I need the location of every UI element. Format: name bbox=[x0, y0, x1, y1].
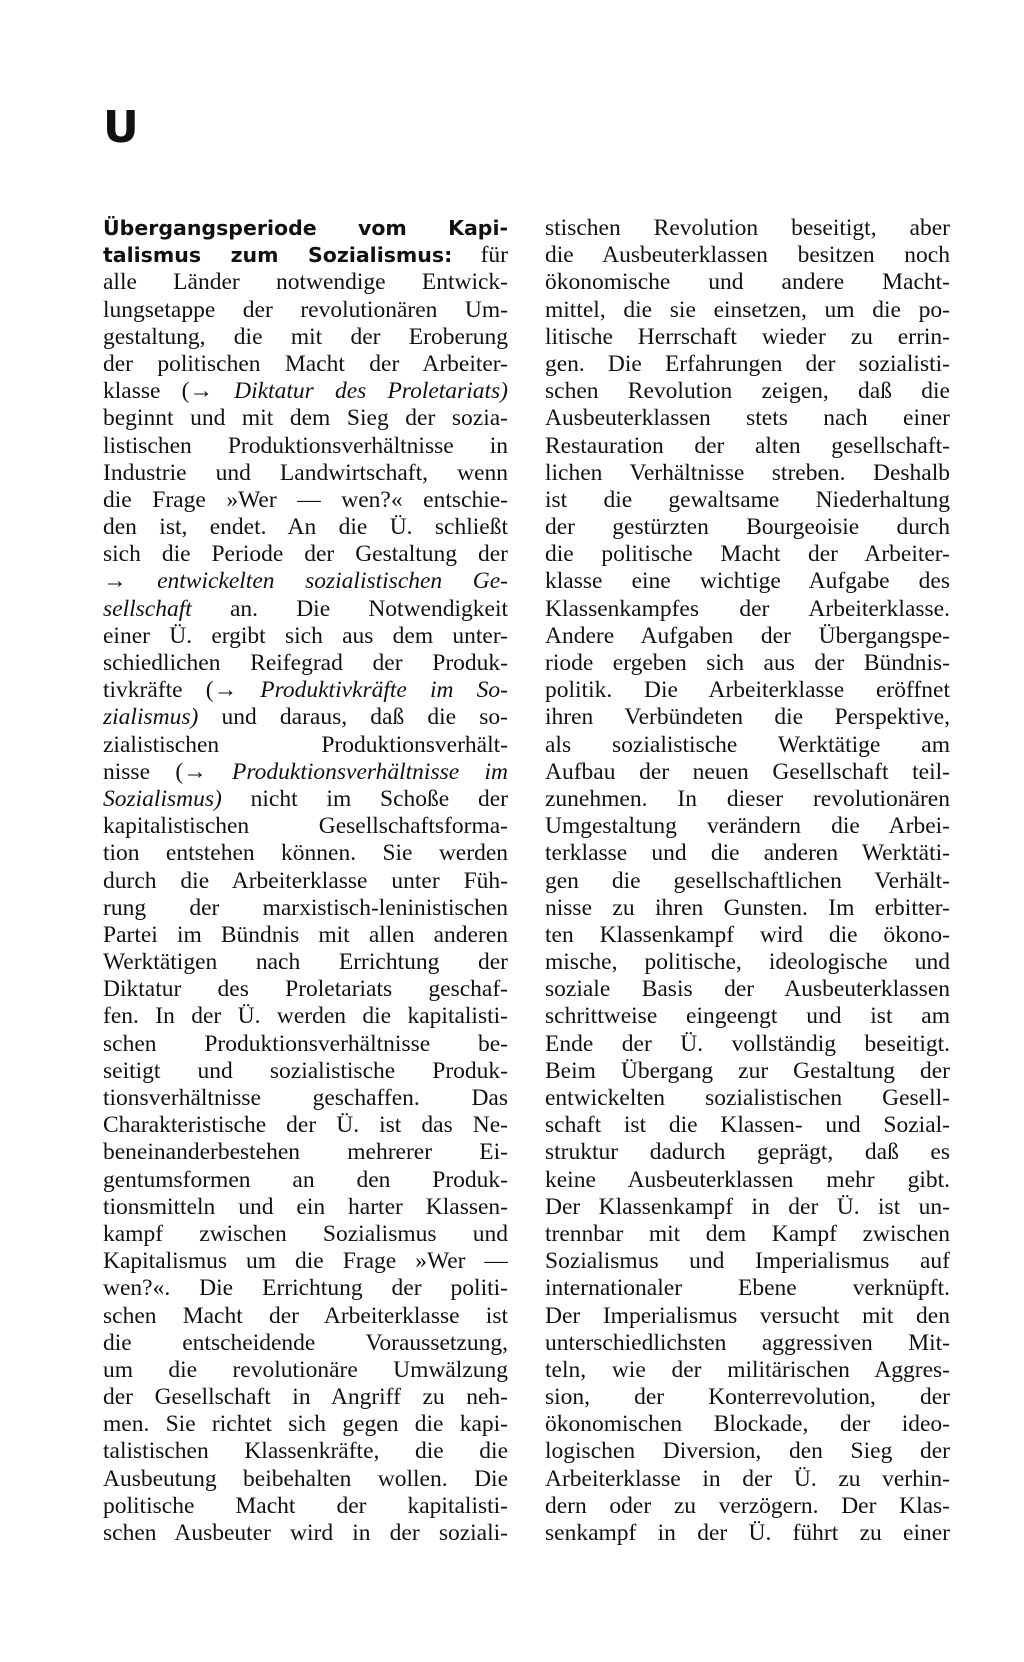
text-line bbox=[545, 487, 950, 514]
text-line bbox=[545, 1003, 950, 1030]
text-line bbox=[103, 1003, 508, 1030]
text-line bbox=[545, 759, 950, 786]
text-line bbox=[545, 1411, 950, 1438]
body-text: Andere Aufgaben der Übergangspe- bbox=[545, 622, 950, 649]
body-text: Diktatur des Proletariats geschaf- bbox=[103, 976, 508, 1003]
body-text: Ende der Ü. vollständig beseitigt. bbox=[545, 1030, 950, 1057]
body-text: Klassenkampfes der Arbeiterklasse. bbox=[545, 595, 950, 622]
text-line bbox=[545, 1384, 950, 1411]
body-text: Ausbeuterklassen stets nach einer bbox=[545, 405, 950, 432]
text-line bbox=[103, 1330, 508, 1357]
text-line bbox=[545, 242, 950, 269]
body-text: schen Produktionsverhältnisse be- bbox=[103, 1030, 508, 1057]
text-line bbox=[545, 215, 950, 242]
body-text: Der Klassenkampf in der Ü. ist un- bbox=[545, 1193, 950, 1220]
body-text: als sozialistische Werktätige am bbox=[545, 731, 950, 758]
body-text: tionsverhältnisse geschaffen. Das bbox=[103, 1085, 508, 1111]
text-line bbox=[103, 1031, 508, 1058]
text-line bbox=[103, 596, 508, 623]
cross-reference: zialismus) bbox=[103, 704, 199, 731]
body-text: der gestürzten Bourgeoisie durch bbox=[545, 514, 950, 541]
text-line bbox=[103, 840, 508, 867]
body-text: die Ausbeuterklassen besitzen noch bbox=[545, 242, 950, 269]
text-line bbox=[545, 1520, 950, 1547]
body-text: schiedlichen Reifegrad der Produk- bbox=[103, 650, 508, 676]
body-text: beginnt und mit dem Sieg der sozia- bbox=[103, 405, 508, 432]
cross-reference: entwickelten sozialistischen Ge- bbox=[157, 568, 508, 595]
text-line bbox=[103, 1303, 508, 1330]
text-line bbox=[545, 1221, 950, 1248]
text-line bbox=[103, 677, 508, 704]
body-text: schrittweise eingeengt und ist am bbox=[545, 1003, 950, 1030]
body-text: internationaler Ebene verknüpft. bbox=[545, 1275, 950, 1302]
body-text: entwickelten sozialistischen Gesell- bbox=[545, 1085, 950, 1111]
text-line bbox=[545, 786, 950, 813]
body-text: Restauration der alten gesellschaft- bbox=[545, 432, 950, 459]
text-line bbox=[545, 596, 950, 623]
text-line bbox=[545, 623, 950, 650]
entry-headword: Übergangsperiode vom Kapi- bbox=[103, 216, 508, 240]
body-text: tivkräfte (→ bbox=[103, 677, 261, 704]
text-line bbox=[103, 1139, 508, 1166]
text-line bbox=[103, 215, 508, 242]
body-text: gen die gesellschaftlichen Verhält- bbox=[545, 867, 950, 894]
cross-reference: Diktatur des Proletariats) bbox=[234, 378, 508, 405]
text-line bbox=[545, 732, 950, 759]
body-text: ihren Verbündeten die Perspektive, bbox=[545, 704, 950, 731]
body-text: klasse eine wichtige Aufgabe des bbox=[545, 568, 950, 595]
body-text: ökonomischen Blockade, der ideo- bbox=[545, 1411, 950, 1438]
cross-reference: Produktivkräfte im So- bbox=[260, 677, 508, 704]
body-text: die entscheidende Voraussetzung, bbox=[103, 1329, 508, 1356]
entry-headword: talismus zum Sozialismus: bbox=[103, 243, 453, 268]
text-line bbox=[103, 269, 508, 296]
text-line bbox=[103, 949, 508, 976]
body-text: talistischen Klassenkräfte, die die bbox=[103, 1438, 508, 1465]
text-line bbox=[545, 813, 950, 840]
body-text: der Gesellschaft in Angriff zu neh- bbox=[103, 1384, 508, 1411]
text-line bbox=[103, 1520, 508, 1547]
body-text: men. Sie richtet sich gegen die kapi- bbox=[103, 1411, 508, 1438]
text-line bbox=[545, 1248, 950, 1275]
text-line bbox=[545, 1493, 950, 1520]
body-text: schen Ausbeuter wird in der soziali- bbox=[103, 1520, 508, 1546]
text-line bbox=[103, 1466, 508, 1493]
body-text: riode ergeben sich aus der Bündnis- bbox=[545, 650, 950, 676]
body-text: Beim Übergang zur Gestaltung der bbox=[545, 1057, 950, 1084]
text-line bbox=[103, 623, 508, 650]
body-text: rung der marxistisch-leninistischen bbox=[103, 894, 508, 921]
body-text: nisse zu ihren Gunsten. Im erbitter- bbox=[545, 894, 950, 921]
text-line bbox=[545, 1357, 950, 1384]
body-text: gestaltung, die mit der Eroberung bbox=[103, 323, 508, 350]
body-text: Aufbau der neuen Gesellschaft teil- bbox=[545, 758, 950, 785]
text-line bbox=[545, 650, 950, 677]
text-line bbox=[545, 1303, 950, 1330]
text-line bbox=[545, 324, 950, 351]
cross-reference: sellschaft bbox=[103, 595, 192, 622]
body-text: zunehmen. In dieser revolutionären bbox=[545, 785, 950, 812]
body-text: → bbox=[103, 568, 158, 595]
text-line bbox=[103, 868, 508, 895]
body-text: seitigt und sozialistische Produk- bbox=[103, 1057, 508, 1084]
text-line bbox=[545, 922, 950, 949]
text-line bbox=[103, 1438, 508, 1465]
text-line bbox=[103, 1275, 508, 1302]
body-text: soziale Basis der Ausbeuterklassen bbox=[545, 976, 950, 1003]
text-line bbox=[545, 541, 950, 568]
cross-reference: Produktionsverhältnisse im bbox=[232, 758, 508, 785]
text-line bbox=[103, 242, 508, 269]
body-text: ist die gewaltsame Niederhaltung bbox=[545, 486, 950, 513]
body-text: an. Die Notwendigkeit bbox=[191, 595, 508, 622]
body-text: Arbeiterklasse in der Ü. zu verhin- bbox=[545, 1465, 950, 1492]
text-line bbox=[103, 1411, 508, 1438]
text-line bbox=[103, 813, 508, 840]
text-line bbox=[545, 351, 950, 378]
body-text: den ist, endet. An die Ü. schließt bbox=[103, 514, 508, 541]
text-line bbox=[545, 378, 950, 405]
text-line bbox=[103, 297, 508, 324]
text-line bbox=[545, 895, 950, 922]
text-line bbox=[545, 949, 950, 976]
right-column bbox=[545, 215, 950, 1547]
body-text: ökonomische und andere Macht- bbox=[545, 269, 950, 296]
text-line bbox=[103, 1357, 508, 1384]
body-text: alle Länder notwendige Entwick- bbox=[103, 269, 508, 296]
body-text: kampf zwischen Sozialismus und bbox=[103, 1220, 508, 1247]
text-line bbox=[103, 324, 508, 351]
body-text: zialistischen Produktionsverhält- bbox=[103, 731, 508, 758]
text-line bbox=[545, 1275, 950, 1302]
text-line bbox=[545, 1438, 950, 1465]
body-text: schen Macht der Arbeiterklasse ist bbox=[103, 1302, 508, 1329]
text-line bbox=[103, 1085, 508, 1112]
text-line bbox=[545, 868, 950, 895]
body-text: klasse (→ bbox=[103, 378, 235, 405]
body-text: logischen Diversion, den Sieg der bbox=[545, 1438, 950, 1465]
text-line bbox=[545, 1085, 950, 1112]
text-line bbox=[103, 405, 508, 432]
text-line bbox=[103, 732, 508, 759]
body-text: politische Macht der kapitalisti- bbox=[103, 1492, 508, 1519]
text-line bbox=[103, 1167, 508, 1194]
text-line bbox=[103, 460, 508, 487]
text-line bbox=[545, 677, 950, 704]
text-line bbox=[545, 297, 950, 324]
body-text: Charakteristische der Ü. ist das Ne- bbox=[103, 1112, 508, 1139]
body-text: litische Herrschaft wieder zu errin- bbox=[545, 323, 950, 350]
text-line bbox=[545, 1112, 950, 1139]
body-text: und daraus, daß die so- bbox=[198, 704, 508, 731]
body-text: wen?«. Die Errichtung der politi- bbox=[103, 1275, 508, 1302]
text-line bbox=[103, 786, 508, 813]
body-text: senkampf in der Ü. führt zu einer bbox=[545, 1520, 950, 1546]
text-line bbox=[103, 514, 508, 541]
body-text: tion entstehen können. Sie werden bbox=[103, 840, 508, 867]
text-line bbox=[545, 1139, 950, 1166]
cross-reference: Sozialismus) bbox=[103, 785, 222, 812]
body-text: einer Ü. ergibt sich aus dem unter- bbox=[103, 622, 508, 649]
body-text: mittel, die sie einsetzen, um die po- bbox=[545, 296, 950, 323]
text-line bbox=[103, 351, 508, 378]
text-line bbox=[545, 1031, 950, 1058]
body-text: Kapitalismus um die Frage »Wer — bbox=[103, 1248, 508, 1275]
body-text: trennbar mit dem Kampf zwischen bbox=[545, 1220, 950, 1247]
text-line bbox=[545, 269, 950, 296]
text-line bbox=[103, 1194, 508, 1221]
body-text: sion, der Konterrevolution, der bbox=[545, 1384, 950, 1411]
text-line bbox=[103, 1493, 508, 1520]
text-line bbox=[545, 568, 950, 595]
left-column bbox=[103, 215, 508, 1547]
text-line bbox=[103, 895, 508, 922]
text-line bbox=[545, 460, 950, 487]
body-text: um die revolutionäre Umwälzung bbox=[103, 1356, 508, 1383]
body-text: der politischen Macht der Arbeiter- bbox=[103, 350, 508, 377]
body-text: Umgestaltung verändern die Arbei- bbox=[545, 813, 950, 840]
body-text: kapitalistischen Gesellschaftsforma- bbox=[103, 813, 508, 840]
text-line bbox=[545, 1167, 950, 1194]
text-line bbox=[103, 1058, 508, 1085]
body-text: nicht im Schoße der bbox=[221, 785, 508, 812]
body-text: beneinanderbestehen mehrerer Ei- bbox=[103, 1139, 508, 1166]
text-line bbox=[103, 650, 508, 677]
body-text: tionsmitteln und ein harter Klassen- bbox=[103, 1193, 508, 1220]
text-line bbox=[545, 840, 950, 867]
body-text: schaft ist die Klassen- und Sozial- bbox=[545, 1112, 950, 1139]
body-text: sich die Periode der Gestaltung der bbox=[103, 541, 508, 568]
section-letter: U bbox=[103, 102, 139, 153]
text-line bbox=[103, 433, 508, 460]
body-text: stischen Revolution beseitigt, aber bbox=[545, 215, 950, 241]
text-line bbox=[545, 405, 950, 432]
text-line bbox=[545, 976, 950, 1003]
text-line bbox=[103, 759, 508, 786]
body-text: nisse (→ bbox=[103, 758, 233, 785]
text-line bbox=[103, 976, 508, 1003]
body-text: dern oder zu verzögern. Der Klas- bbox=[545, 1492, 950, 1519]
text-line bbox=[103, 1384, 508, 1411]
text-line bbox=[103, 378, 508, 405]
text-line bbox=[103, 1221, 508, 1248]
text-line bbox=[545, 433, 950, 460]
body-text: Werktätigen nach Errichtung der bbox=[103, 949, 508, 976]
text-line bbox=[545, 514, 950, 541]
text-line bbox=[545, 1058, 950, 1085]
body-text: Der Imperialismus versucht mit den bbox=[545, 1302, 950, 1329]
body-text: Partei im Bündnis mit allen anderen bbox=[103, 921, 508, 948]
body-text: keine Ausbeuterklassen mehr gibt. bbox=[545, 1166, 950, 1193]
text-line bbox=[103, 568, 508, 595]
body-text: die politische Macht der Arbeiter- bbox=[545, 541, 950, 568]
body-text: Industrie und Landwirtschaft, wenn bbox=[103, 459, 508, 486]
text-line bbox=[103, 541, 508, 568]
body-text: lichen Verhältnisse streben. Deshalb bbox=[545, 459, 950, 486]
text-line bbox=[103, 1112, 508, 1139]
body-text: Ausbeutung beibehalten wollen. Die bbox=[103, 1465, 508, 1492]
body-text: terklasse und die anderen Werktäti- bbox=[545, 840, 950, 867]
body-text: ten Klassenkampf wird die ökono- bbox=[545, 921, 950, 948]
body-text: gentumsformen an den Produk- bbox=[103, 1166, 508, 1193]
text-line bbox=[103, 1248, 508, 1275]
body-text: Sozialismus und Imperialismus auf bbox=[545, 1248, 950, 1275]
text-line bbox=[103, 487, 508, 514]
body-text: listischen Produktionsverhältnisse in bbox=[103, 432, 508, 459]
body-text: struktur dadurch geprägt, daß es bbox=[545, 1139, 950, 1166]
body-text: fen. In der Ü. werden die kapitalisti- bbox=[103, 1003, 508, 1030]
body-text: durch die Arbeiterklasse unter Füh- bbox=[103, 867, 508, 894]
body-text: unterschiedlichsten aggressiven Mit- bbox=[545, 1329, 950, 1356]
body-text: die Frage »Wer — wen?« entschie- bbox=[103, 486, 508, 513]
body-text: schen Revolution zeigen, daß die bbox=[545, 378, 950, 405]
body-text: für bbox=[452, 242, 508, 269]
body-text: lungsetappe der revolutionären Um- bbox=[103, 296, 508, 323]
text-line bbox=[103, 922, 508, 949]
body-text: mische, politische, ideologische und bbox=[545, 949, 950, 976]
text-line bbox=[545, 1330, 950, 1357]
body-text: gen. Die Erfahrungen der sozialisti- bbox=[545, 350, 950, 377]
text-line bbox=[545, 1466, 950, 1493]
body-text: politik. Die Arbeiterklasse eröffnet bbox=[545, 677, 950, 704]
body-text: teln, wie der militärischen Aggres- bbox=[545, 1356, 950, 1383]
text-line bbox=[545, 704, 950, 731]
text-line bbox=[103, 704, 508, 731]
text-line bbox=[545, 1194, 950, 1221]
